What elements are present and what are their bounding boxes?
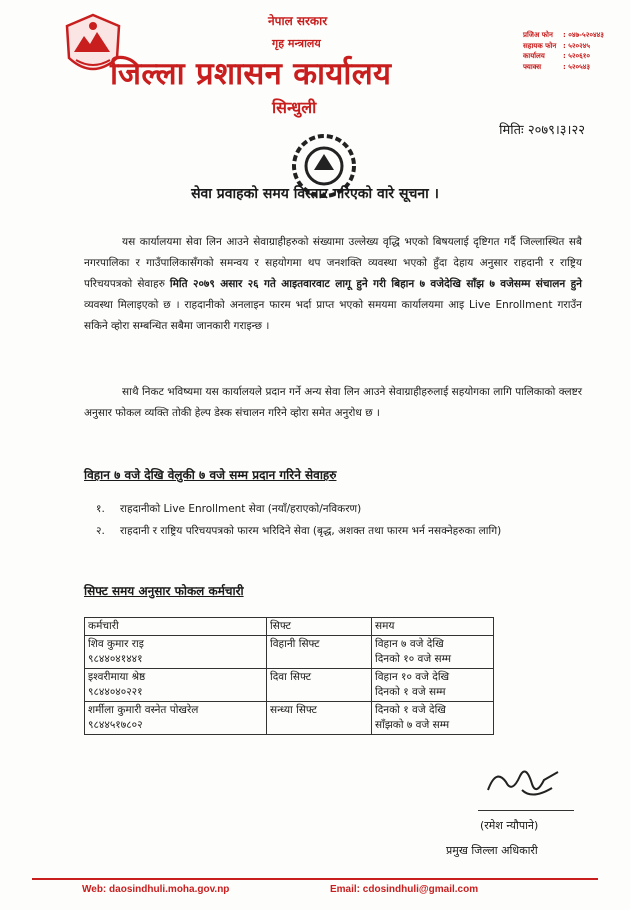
signatory-title: प्रमुख जिल्ला अधिकारी xyxy=(446,844,538,857)
footer-email: Email: cdosindhuli@gmail.com xyxy=(330,884,479,895)
shift-cell: विहानी सिफ्ट xyxy=(267,636,372,669)
body-paragraph: साथै निकट भविष्यमा यस कार्यालयले प्रदान गर्ने अन्य सेवा लिन आउने सेवाग्राहीहरुलाई सहयोगका लागि पालिकाको क्लष्टर अनुसार फोकल व्यक्ति तोकी हेल्प डेस्क संचालन गरिने व्होरा समेत अनुरोध छ । xyxy=(84,386,582,419)
table-row xyxy=(85,669,494,702)
contact-row: सहायक फोन : ५२०२४५ xyxy=(523,41,591,50)
ministry-name: गृह मन्त्रालय xyxy=(272,37,321,50)
staff-cell: शिव कुमार राइ ९८४४०४१४४१ xyxy=(85,636,267,669)
table-row xyxy=(85,702,494,735)
list-item: १. राहदानीको Live Enrollment सेवा (नयाँ/हराएको/नविकरण) xyxy=(96,503,362,515)
column-header: समय xyxy=(372,618,494,636)
column-header: सिफ्ट xyxy=(267,618,372,636)
signature-line xyxy=(478,810,574,811)
table-row xyxy=(85,636,494,669)
footer-divider xyxy=(32,878,598,880)
signatory-name: (रमेश न्यौपाने) xyxy=(480,819,539,832)
district-name: सिन्धुली xyxy=(272,98,317,117)
time-cell: दिनको १ वजे देखि साँझको ७ वजे सम्म xyxy=(372,702,494,735)
notice-title: सेवा प्रवाहको समय विस्तार गरिएको वारे सूचना । xyxy=(191,186,439,202)
contact-row: कार्यालय : ५२०६१० xyxy=(523,52,591,60)
focal-staff-heading: सिफ्ट समय अनुसार फोकल कर्मचारी xyxy=(84,584,244,598)
office-name: जिल्ला प्रशासन कार्यालय xyxy=(110,56,392,92)
signature-icon xyxy=(482,760,564,806)
staff-cell: शर्मीला कुमारी वस्नेत पोखरेल ९८४४५१७८०२ xyxy=(85,702,267,735)
contact-block xyxy=(523,30,615,72)
website-link[interactable]: daosindhuli.moha.gov.np xyxy=(109,884,230,895)
contact-row: प्रजिअ फोन : ०४७-५२०४४३ xyxy=(523,31,604,39)
staff-cell: इश्वरीमाया श्रेष्ठ ९८४४०४०२२१ xyxy=(85,669,267,702)
table-header-row xyxy=(85,618,494,636)
focal-staff-table xyxy=(84,617,494,735)
footer-website: Web: daosindhuli.moha.gov.np xyxy=(82,884,230,895)
time-cell: विहान १० वजे देखि दिनको १ वजे सम्म xyxy=(372,669,494,702)
services-heading: विहान ७ वजे देखि वेलुकी ७ वजे सम्म प्रदान गरिने सेवाहरु xyxy=(84,468,337,482)
list-item: २. राहदानी र राष्ट्रिय परिचयपत्रको फारम भरिदिने सेवा (बृद्ध, अशक्त तथा फारम भर्न नसक्नेहरुका लागि) xyxy=(96,525,502,537)
column-header: कर्मचारी xyxy=(85,618,267,636)
services-list xyxy=(96,500,578,544)
email-link[interactable]: cdosindhuli@gmail.com xyxy=(362,884,479,895)
shift-cell: दिवा सिफ्ट xyxy=(267,669,372,702)
contact-row: फ्याक्स : ५२०५४३ xyxy=(523,62,591,71)
shift-cell: सन्ध्या सिफ्ट xyxy=(267,702,372,735)
notice-date: मितिः २०७९।३।२२ xyxy=(499,123,585,138)
highlighted-schedule: मिति २०७९ असार २६ गते आइतवारवाट लागू हुने गरी बिहान ७ वजेदेखि साँझ ७ वजेसम्म संचालन हुने xyxy=(169,278,583,290)
time-cell: विहान ७ वजे देखि दिनको १० वजे सम्म xyxy=(372,636,494,669)
body-paragraph: यस कार्यालयमा सेवा लिन आउने सेवाग्राहीहरुको संख्यामा उल्लेख्य वृद्धि भएको बिषयलाई दृष्टिगत गर्दै जिल्लास्थित सबै नगरपालिका र गाउँपालिकासँगको समन्वय र सहयोगमा थप जनशक्ति व्यवस्था भएको हुँदा देहाय अनुसार राहदानी र राष्ट्रिय परिचयपत्रको सेवाहरु मिति २०७९ असार २६ गते आइतवारवाट लागू हुने गरी बिहान ७ वजेदेखि साँझ ७ वजेसम्म संचालन हुने व्यवस्था मिलाइएको छ । राहदानीको अनलाइन फारम भर्दा प्राप्त भएको समयमा कार्यालयमा आइ Live Enrollment गराउँन सकिने व्होरा सम्बन्धित सबैमा जानकारी गराइन्छ । xyxy=(84,236,583,332)
government-name: नेपाल सरकार xyxy=(268,14,328,28)
